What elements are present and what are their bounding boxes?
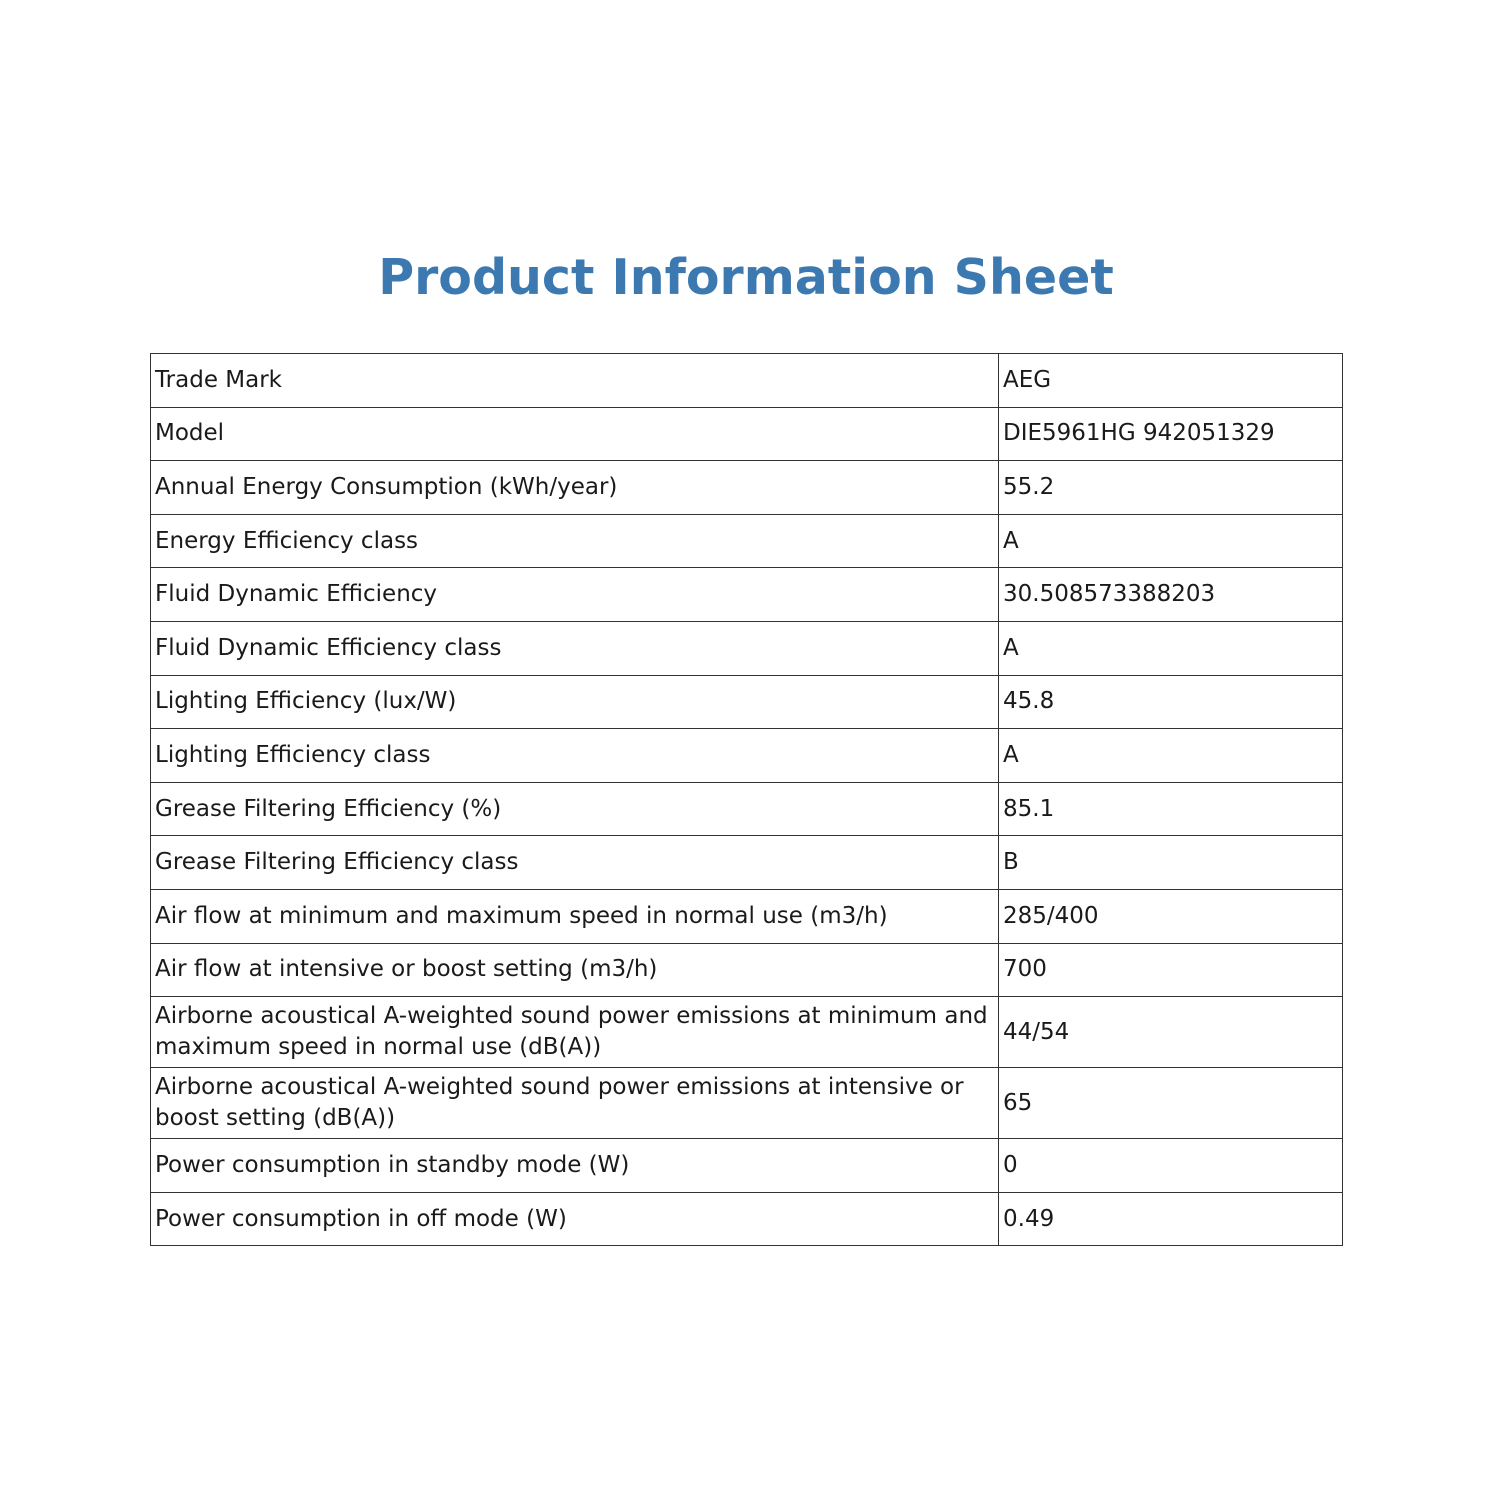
table-row	[151, 997, 1343, 1068]
row-value: 30.508573388203	[999, 568, 1343, 622]
row-value: 65	[999, 1068, 1343, 1139]
table-row	[151, 461, 1343, 515]
row-value: 0	[999, 1139, 1343, 1193]
table-row	[151, 1068, 1343, 1139]
row-value: 85.1	[999, 782, 1343, 836]
row-value: 45.8	[999, 675, 1343, 729]
table-row	[151, 836, 1343, 890]
row-value: B	[999, 836, 1343, 890]
row-value: AEG	[999, 354, 1343, 408]
table-row	[151, 1139, 1343, 1193]
row-label: Grease Filtering Efficiency class	[151, 836, 999, 890]
table-row	[151, 354, 1343, 408]
row-label: Airborne acoustical A-weighted sound power emissions at intensive or boost setting (dB(A))	[151, 1068, 999, 1139]
table-row	[151, 621, 1343, 675]
row-value: 0.49	[999, 1192, 1343, 1246]
row-value: 700	[999, 943, 1343, 997]
row-value: A	[999, 621, 1343, 675]
row-label: Annual Energy Consumption (kWh/year)	[151, 461, 999, 515]
row-value: A	[999, 514, 1343, 568]
row-label: Fluid Dynamic Efficiency	[151, 568, 999, 622]
row-label: Lighting Efficiency (lux/W)	[151, 675, 999, 729]
table-row	[151, 407, 1343, 461]
table-row	[151, 675, 1343, 729]
row-value: DIE5961HG 942051329	[999, 407, 1343, 461]
product-info-table	[150, 353, 1343, 1246]
row-label: Airborne acoustical A-weighted sound power emissions at minimum and maximum speed in normal use (dB(A))	[151, 997, 999, 1068]
row-label: Energy Efficiency class	[151, 514, 999, 568]
page-title: Product Information Sheet	[378, 249, 1114, 306]
row-label: Grease Filtering Efficiency (%)	[151, 782, 999, 836]
table-row	[151, 568, 1343, 622]
row-label: Air flow at minimum and maximum speed in normal use (m3/h)	[151, 889, 999, 943]
row-value: 55.2	[999, 461, 1343, 515]
row-label: Fluid Dynamic Efficiency class	[151, 621, 999, 675]
table-row	[151, 889, 1343, 943]
row-value: A	[999, 729, 1343, 783]
table-row	[151, 729, 1343, 783]
row-label: Power consumption in off mode (W)	[151, 1192, 999, 1246]
table-row	[151, 782, 1343, 836]
row-label: Lighting Efficiency class	[151, 729, 999, 783]
row-label: Model	[151, 407, 999, 461]
row-label: Power consumption in standby mode (W)	[151, 1139, 999, 1193]
row-value: 44/54	[999, 997, 1343, 1068]
row-value: 285/400	[999, 889, 1343, 943]
table-row	[151, 943, 1343, 997]
row-label: Air flow at intensive or boost setting (m3/h)	[151, 943, 999, 997]
table-row	[151, 1192, 1343, 1246]
table-row	[151, 514, 1343, 568]
row-label: Trade Mark	[151, 354, 999, 408]
